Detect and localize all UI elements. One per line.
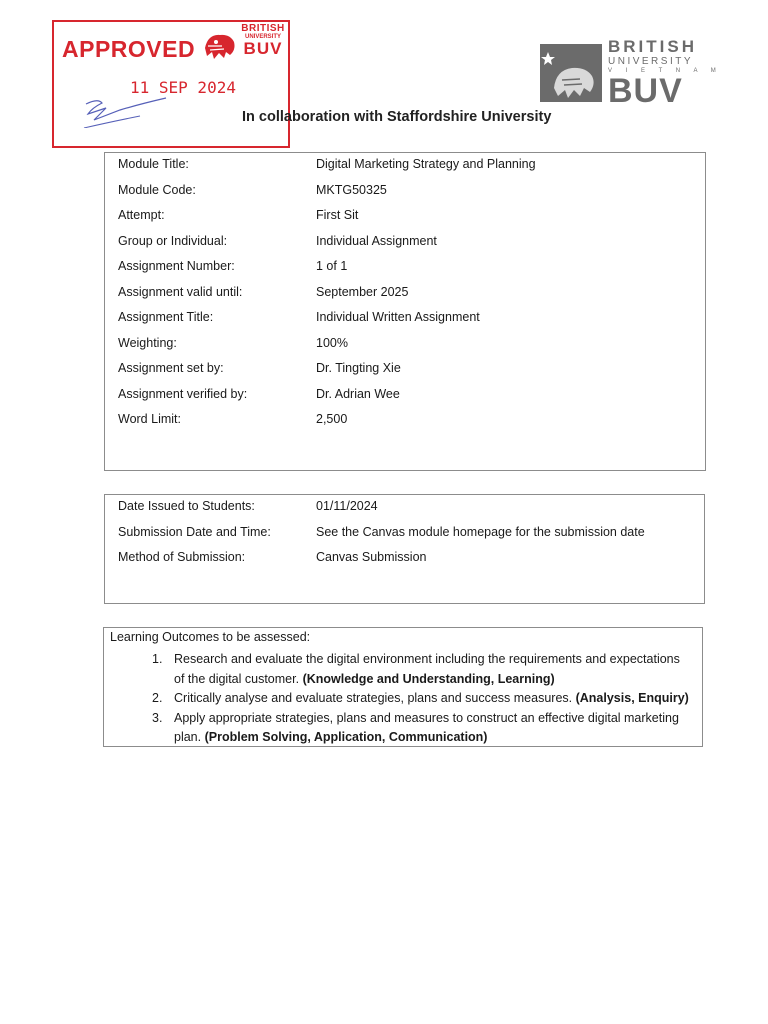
logo-line2: UNIVERSITY [608, 56, 694, 67]
learning-outcomes-title: Learning Outcomes to be assessed: [110, 630, 311, 644]
module-title-value: Digital Marketing Strategy and Planning [316, 157, 536, 171]
outcome-number: 1. [152, 652, 163, 666]
module-code-label: Module Code: [118, 182, 196, 197]
stamp-brand [238, 24, 288, 57]
outcome-text: Critically analyse and evaluate strategies, plans and success measures. [174, 691, 573, 706]
verified-by-label: Assignment verified by: [118, 386, 248, 401]
valid-until-value: September 2025 [316, 284, 409, 299]
buv-logo-emblem [540, 44, 602, 102]
attempt-label: Attempt: [118, 208, 165, 222]
outcome-text: Research and evaluate the digital environment including the requirements and expectations of the digital customer. [174, 652, 680, 686]
word-limit-label: Word Limit: [118, 412, 181, 426]
submission-date-label: Submission Date and Time: [118, 524, 271, 539]
attempt-value: First Sit [316, 208, 359, 222]
approval-stamp [52, 20, 290, 148]
outcome-emphasis: (Problem Solving, Application, Communication) [204, 730, 488, 745]
stamp-date: 11 SEP 2024 [130, 78, 236, 97]
submission-method-value: Canvas Submission [316, 550, 427, 564]
module-info-table [104, 152, 706, 471]
stamp-brand-line2: UNIVERSITY [244, 34, 281, 40]
weighting-label: Weighting: [118, 335, 177, 350]
valid-until-label: Assignment valid until: [118, 284, 243, 299]
outcome-emphasis: (Analysis, Enquiry) [575, 691, 689, 706]
learning-outcomes-box [103, 627, 703, 747]
outcome-number: 3. [152, 710, 163, 725]
lion-icon [540, 44, 602, 102]
assignment-number-value: 1 of 1 [316, 259, 348, 273]
assignment-title-value: Individual Written Assignment [316, 310, 480, 324]
list-item [146, 689, 691, 709]
list-item [146, 650, 691, 689]
group-value: Individual Assignment [316, 233, 437, 248]
module-code-value: MKTG50325 [316, 182, 387, 197]
outcome-text: Apply appropriate strategies, plans and measures to construct an effective digital marketing plan. [174, 710, 679, 745]
collaboration-heading: In collaboration with Staffordshire University [242, 109, 552, 125]
stamp-lion-icon [202, 28, 238, 62]
submission-info-table [104, 494, 705, 604]
module-title-label: Module Title: [118, 157, 189, 171]
set-by-value: Dr. Tingting Xie [316, 361, 401, 375]
assignment-number-label: Assignment Number: [118, 259, 235, 273]
weighting-value: 100% [316, 335, 348, 350]
stamp-brand-line1: BRITISH [241, 23, 285, 34]
set-by-label: Assignment set by: [118, 361, 224, 375]
logo-line3: V I E T N A M [608, 68, 722, 74]
word-limit-value: 2,500 [316, 412, 348, 426]
outcome-number: 2. [152, 691, 163, 706]
submission-date-value: See the Canvas module homepage for the submission date [316, 524, 645, 539]
verified-by-value: Dr. Adrian Wee [316, 386, 400, 401]
logo-line4: BUV [608, 72, 683, 110]
date-issued-value: 01/11/2024 [316, 499, 378, 513]
group-label: Group or Individual: [118, 233, 228, 248]
outcome-emphasis: (Knowledge and Understanding, Learning) [302, 671, 555, 686]
list-item [146, 709, 691, 748]
date-issued-label: Date Issued to Students: [118, 499, 255, 513]
stamp-brand-line3: BUV [243, 39, 283, 58]
stamp-approved-text: APPROVED [62, 36, 196, 62]
logo-line1: BRITISH [608, 37, 697, 56]
signature-icon [80, 94, 170, 128]
buv-logo-text [608, 38, 722, 108]
assignment-title-label: Assignment Title: [118, 310, 214, 324]
submission-method-label: Method of Submission: [118, 550, 246, 564]
learning-outcomes-list [146, 650, 691, 748]
